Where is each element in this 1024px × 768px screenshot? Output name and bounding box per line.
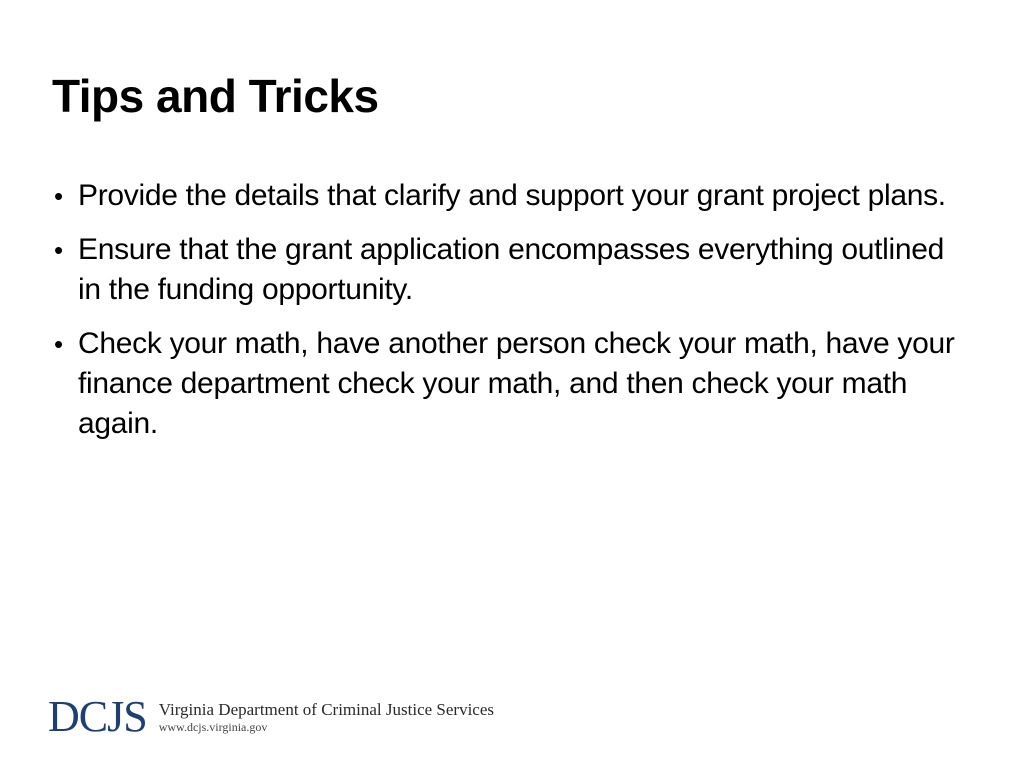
bullet-item-3 — [52, 324, 972, 444]
slide-title: Tips and Tricks — [52, 70, 379, 122]
dcjs-logo — [48, 694, 494, 740]
bullet-item-2 — [52, 230, 972, 310]
bullet-icon: • — [54, 181, 63, 211]
organization-url: www.dcjs.virginia.gov — [158, 719, 268, 734]
bullet-icon: • — [54, 329, 63, 359]
logo-text — [159, 700, 494, 735]
bullet-list — [52, 176, 972, 458]
logo-mark: DCJS — [48, 692, 147, 741]
bullet-text: Ensure that the grant application encompasses everything outlined in the funding opportunity. — [78, 233, 945, 306]
bullet-text: Check your math, have another person check your math, have your finance department check your math, and then check your math again. — [78, 327, 955, 440]
bullet-text: Provide the details that clarify and support your grant project plans. — [78, 179, 946, 212]
bullet-icon: • — [54, 235, 63, 265]
organization-name: Virginia Department of Criminal Justice Services — [158, 699, 494, 719]
bullet-item-1 — [52, 176, 972, 216]
